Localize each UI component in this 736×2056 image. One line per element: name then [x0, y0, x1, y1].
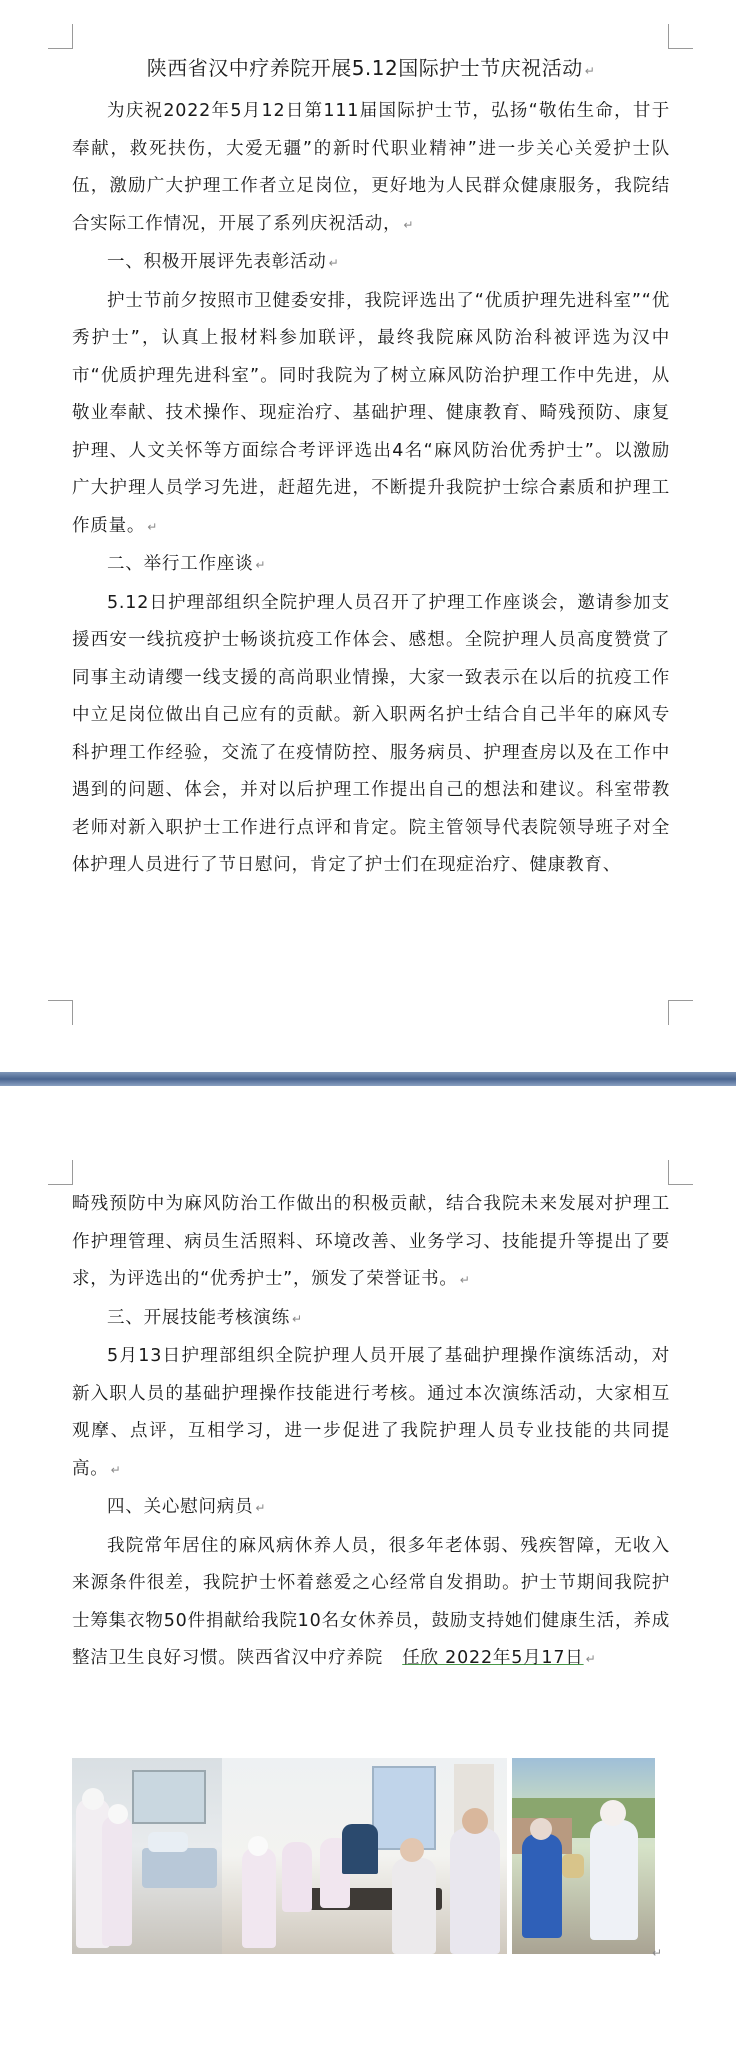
paragraph-mark: ↵	[292, 1311, 303, 1326]
paragraph-mark: ↵	[255, 558, 267, 572]
section-2-paragraph-part-1: 5.12日护理部组织全院护理人员召开了护理工作座谈会，邀请参加支援西安一线抗疫护士畅谈抗疫工作体会、感想。全院护理人员高度赞赏了同事主动请缨一线支援的高尚职业情操，大家一致表示在以后的抗疫工作中立足岗位做出自己应有的贡献。新入职两名护士结合自己半年的麻风专科护理工作经验，交流了在疫情防控、服务病员、护理查房以及在工作中遇到的问题、体会，并对以后护理工作提出自己的想法和建议。科室带教老师对新入职护士工作进行点评和肯定。院主管领导代表院领导班子对全体护理人员进行了节日慰问，肯定了护士们在现症治疗、健康教育、	[72, 592, 670, 875]
meeting-photo	[222, 1758, 507, 1954]
paragraph-mark: ↵	[110, 1462, 122, 1477]
paragraph-mark: ↵	[652, 1946, 663, 1960]
crop-mark-top-left	[48, 24, 73, 49]
section-3-heading: 三、开展技能考核演练 ↵	[107, 1307, 303, 1328]
section-1-paragraph: 护士节前夕按照市卫健委安排，我院评选出了“优质护理先进科室”“优秀护士”，认真上报材料参加联评，最终我院麻风防治科被评选为汉中市“优质护理先进科室”。同时我院为了树立麻风防治护理工作中先进，从敬业奉献、技术操作、现症治疗、基础护理、健康教育、畸残预防、康复护理、人文关怀等方面综合考评评选出4名“麻风防治优秀护士”。以激励广大护理人员学习先进，赶超先进，不断提升我院护士综合素质和护理工作质量。 ↵	[72, 290, 670, 536]
crop-mark-bottom-right	[668, 1000, 693, 1025]
crop-mark-top-right	[668, 24, 693, 49]
paragraph-mark: ↵	[147, 519, 159, 534]
section-4-heading: 四、关心慰问病员 ↵	[107, 1497, 267, 1517]
section-2-heading: 二、举行工作座谈 ↵	[107, 554, 267, 574]
page-separator	[0, 1072, 736, 1086]
crop-mark-bottom-left	[48, 1000, 73, 1025]
section-4-paragraph: 我院常年居住的麻风病休养人员，很多年老体弱、残疾智障，无收入来源条件很差，我院护士怀着慈爱之心经常自发捐助。护士节期间我院护士筹集衣物50件捐献给我院10名女休养员，鼓励支持她们健康生活，养成整洁卫生良好习惯。陕西省汉中疗养院 任欣 2022年5月17日 ↵	[72, 1535, 670, 1668]
signature: 任欣 2022年5月17日	[402, 1648, 584, 1668]
paragraph-mark: ↵	[584, 64, 596, 78]
paragraph-mark: ↵	[255, 1501, 267, 1515]
crop-mark-top-left	[48, 1160, 73, 1185]
donation-photo	[512, 1758, 655, 1954]
page-1-body	[72, 52, 670, 885]
page-2-body	[72, 1186, 670, 1679]
section-2-paragraph-part-2: 畸残预防中为麻风防治工作做出的积极贡献，结合我院未来发展对护理工作护理管理、病员生活照料、环境改善、业务学习、技能提升等提出了要求，为评选出的“优秀护士”，颁发了荣誉证书。 ↵	[72, 1194, 670, 1289]
crop-mark-top-right	[668, 1160, 693, 1185]
section-3-paragraph: 5月13日护理部组织全院护理人员开展了基础护理操作演练活动，对新入职人员的基础护理操作技能进行考核。通过本次演练活动，大家相互观摩、点评，互相学习，进一步促进了我院护理人员专业技能的共同提高。 ↵	[72, 1346, 670, 1479]
paragraph-mark: ↵	[328, 256, 340, 270]
paragraph-mark: ↵	[403, 217, 415, 232]
photo-strip	[72, 1758, 670, 1954]
paragraph-mark: ↵	[459, 1273, 471, 1287]
paragraph-mark: ↵	[585, 1652, 597, 1666]
ward-photo	[72, 1758, 222, 1954]
section-1-heading: 一、积极开展评先表彰活动 ↵	[107, 252, 340, 272]
document-title: 陕西省汉中疗养院开展5.12国际护士节庆祝活动 ↵	[146, 56, 596, 80]
document-page-2	[0, 1086, 736, 2056]
intro-paragraph: 为庆祝2022年5月12日第111届国际护士节，弘扬“敬佑生命，甘于奉献，救死扶伤，大爱无疆”的新时代职业精神”进一步关心关爱护士队伍，激励广大护理工作者立足岗位，更好地为人民群众健康服务，我院结合实际工作情况，开展了系列庆祝活动， ↵	[72, 101, 670, 234]
